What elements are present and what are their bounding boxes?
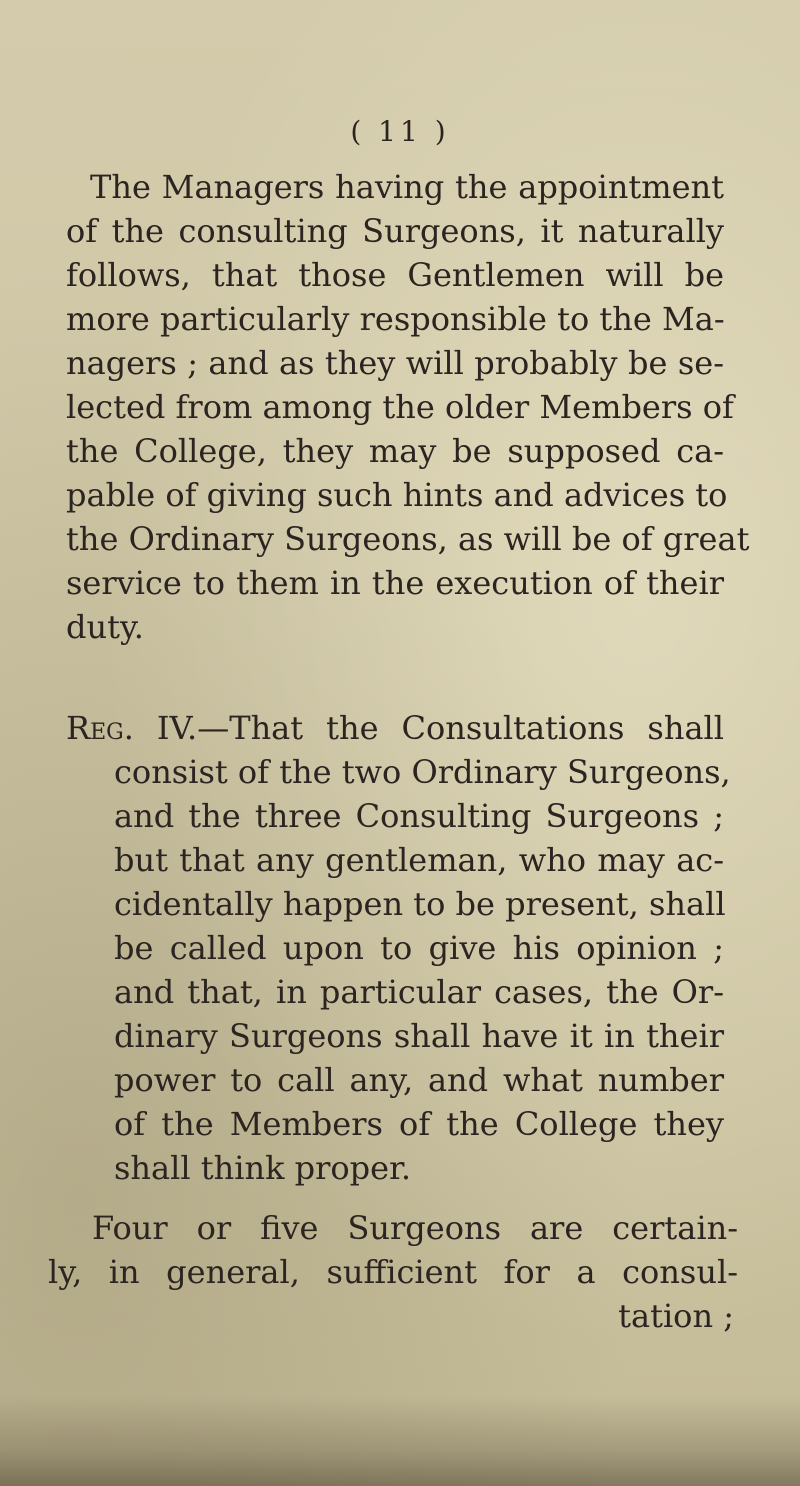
text-line: duty.: [66, 608, 144, 646]
text-line: nagers ; and as they will probably be se-: [66, 344, 724, 382]
text-line: of the consulting Surgeons, it naturally: [66, 212, 724, 250]
text-line: shall think proper.: [114, 1149, 412, 1187]
text-line: and the three Consulting Surgeons ;: [114, 797, 724, 835]
paragraph-four-or-five: [48, 1206, 738, 1294]
text-line: more particularly responsible to the Ma-: [66, 300, 725, 338]
catchword: tation ;: [618, 1297, 734, 1335]
text-line: Four or five Surgeons are certain-: [92, 1209, 738, 1247]
page-edge-shadow: [0, 1396, 800, 1486]
text-line: but that any gentleman, who may ac-: [114, 841, 724, 879]
text-line: be called upon to give his opinion ;: [114, 929, 724, 967]
regulation-label: Reg.: [66, 709, 134, 747]
regulation-first-line: IV.—That the Consultations shall: [156, 709, 724, 747]
regulation-iv: [66, 706, 731, 1190]
page-number: ( 11 ): [350, 115, 450, 148]
paragraph-managers: [66, 165, 750, 649]
text-line: power to call any, and what number: [114, 1061, 724, 1099]
text-line: the Ordinary Surgeons, as will be of great: [66, 520, 750, 558]
text-line: consist of the two Ordinary Surgeons,: [114, 753, 731, 791]
regulation-body: [114, 750, 731, 1190]
text-line: ly, in general, sufficient for a consul-: [48, 1253, 738, 1291]
text-line: lected from among the older Members of: [66, 388, 734, 426]
text-line: dinary Surgeons shall have it in their: [114, 1017, 724, 1055]
text-line: service to them in the execution of their: [66, 564, 724, 602]
regulation-heading-line: [66, 706, 724, 750]
text-line: The Managers having the appointment: [90, 168, 724, 206]
text-line: the College, they may be supposed ca-: [66, 432, 724, 470]
text-line: pable of giving such hints and advices to: [66, 476, 728, 514]
text-line: and that, in particular cases, the Or-: [114, 973, 724, 1011]
text-line: cidentally happen to be present, shall: [114, 885, 726, 923]
text-line: of the Members of the College they: [114, 1105, 724, 1143]
text-line: follows, that those Gentlemen will be: [66, 256, 724, 294]
